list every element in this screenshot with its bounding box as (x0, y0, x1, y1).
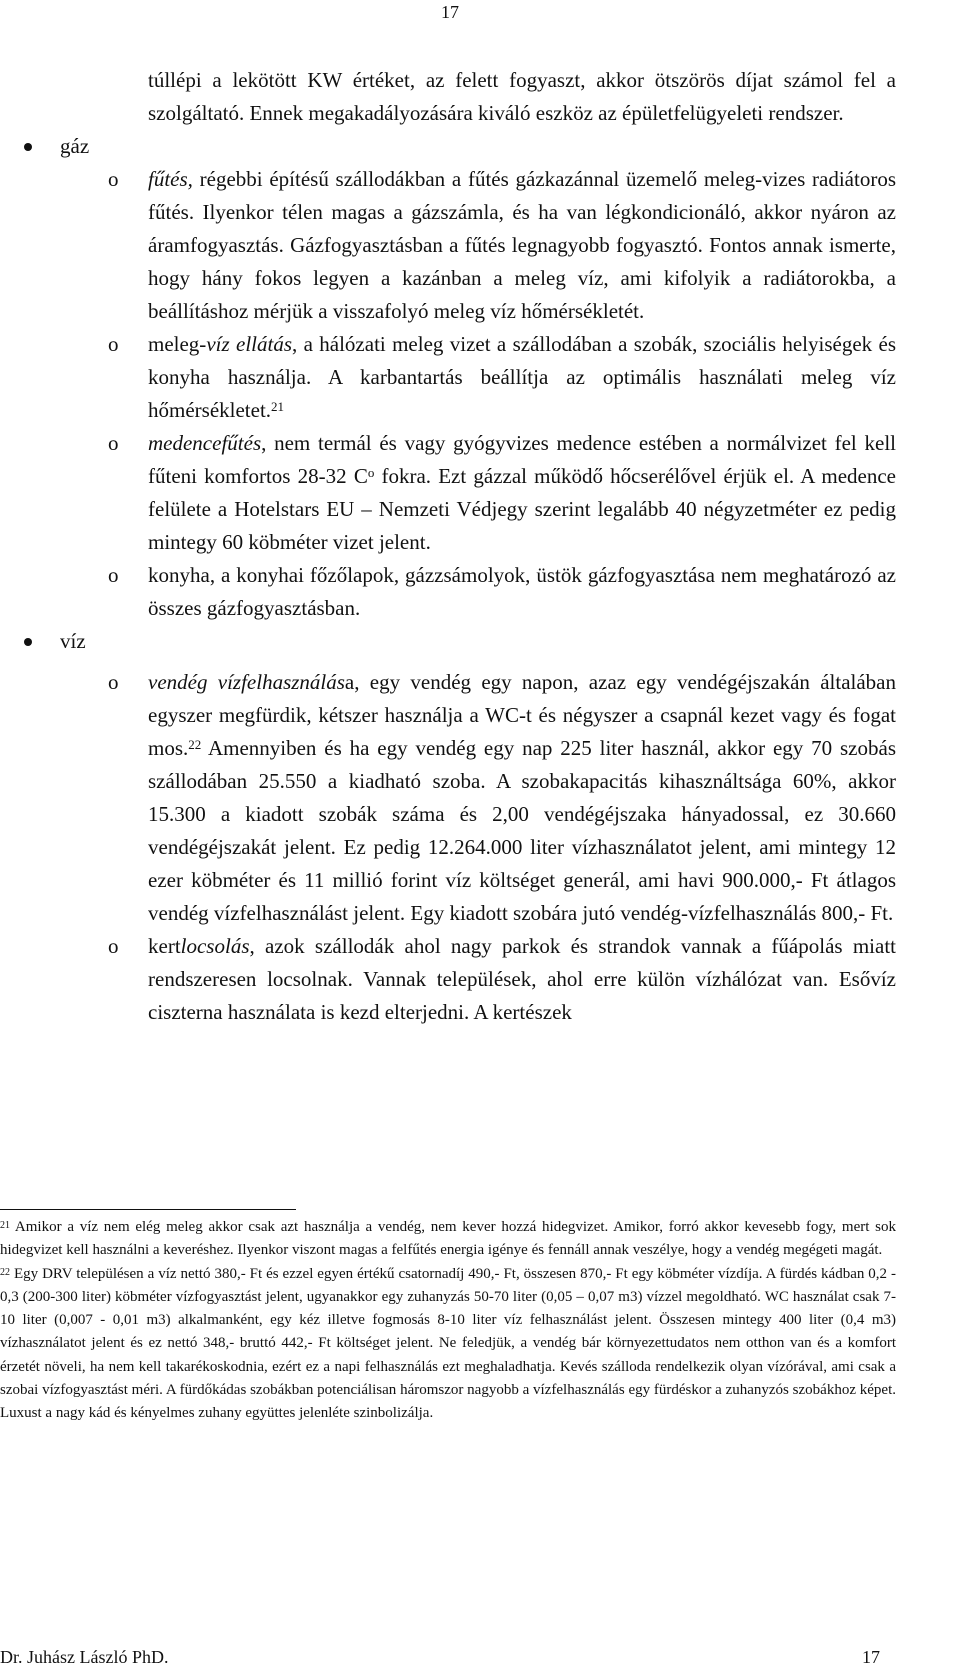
footnote-text: Amikor a víz nem elég meleg akkor csak azt használja a vendég, nem kever hozzá hidegvizet. Amikor, forró akkor kevesebb fogy, mert sok hidegvizet kell használni a keveréshez. Ilyenkor viszont magas a felfűtés energia igénye és fennáll annak veszélye, hogy a vendég megégeti magát. (0, 1219, 896, 1259)
footnote-ref-22[interactable]: 22 (188, 737, 202, 752)
pool-term: medencefűtés (148, 431, 262, 455)
degree-sign: o (367, 465, 375, 480)
bullet-gas (0, 130, 960, 163)
water-item-guest (108, 666, 896, 930)
guest-text-a: a, egy vendég egy napon, azaz egy vendégéjszakán általában egyszer megfürdik, kétszer használja a WC-t és négyszer a csapnál kezet vagy és fogat mos. (148, 670, 896, 760)
intro-paragraph: túllépi a lekötött KW értéket, az felett fogyaszt, akkor ötszörös díjat számol fel a szolgáltató. Ennek megakadályozására kiváló eszköz az épületfelügyeleti rendszer. (148, 68, 896, 125)
hot-water-prefix: meleg- (148, 332, 207, 356)
hot-water-term: víz ellátás (206, 332, 292, 356)
hot-water-text: , a hálózati meleg vizet a szállodában a szobák, szociális helyiségek és konyha használja. A karbantartás beállítja az optimális használati meleg víz hőmérsékletet. (148, 332, 896, 422)
bullet-label-gas: gáz (60, 134, 90, 158)
bullet-label-water: víz (60, 629, 86, 653)
garden-text: , azok szállodák ahol nagy parkok és strandok vannak a fűápolás miatt rendszeresen locsolnak. Vannak települések, ahol erre külön vízhálózat van. Esővíz ciszterna használata is kezd elterjedni. A kertészek (148, 934, 896, 1024)
sub-marker: o (108, 670, 119, 694)
footer-page-number: 17 (862, 1647, 880, 1667)
footnote-number: 22 (0, 1266, 10, 1278)
bullet-dot-icon (24, 143, 32, 151)
page-number-top: 17 (441, 2, 459, 22)
water-item-garden (108, 930, 896, 1029)
footnote-number: 21 (0, 1220, 10, 1231)
garden-term: locsolás (180, 934, 250, 958)
pool-text-b: fokra. Ezt gázzal működő hőcserélővel érjük el. A medence felülete a Hotelstars EU – Nemzeti Védjegy szerint legalább 40 négyzetméter ez pedig mintegy 60 köbméter vizet jelent. (148, 464, 896, 554)
guest-term: vendég vízfelhasználás (148, 670, 345, 694)
gas-item-heating (108, 163, 896, 328)
gas-item-pool (108, 427, 896, 559)
pool-text-a: , nem termál és vagy gyógyvizes medence estében a normálvizet fel kell fűteni komfortos 28-32 C (148, 431, 896, 488)
page-body (0, 64, 960, 1029)
guest-text-b: Amennyiben és ha egy vendég egy nap 225 liter használ, akkor egy 70 szobás szállodában 25.550 a kiadható szoba. A szobakapacitás kihasználtsága 60%, akkor 15.300 a kiadott szobák száma és 2,00 vendégéjszaka hányadossal, ez 30.660 vendégéjszakát jelent. Ez pedig 12.264.000 liter vízhasználatot jelent, ami mintegy 12 ezer köbméter és 11 millió forint víz költséget generál, ami havi 900.000,- Ft átlagos vendég vízfelhasználást jelent. Egy kiadott szobára jutó vendég-vízfelhasználás 800,- Ft. (148, 736, 896, 925)
footnote-21 (0, 1216, 896, 1263)
sub-marker: o (108, 167, 119, 191)
bullet-water (0, 625, 960, 658)
sub-marker: o (108, 563, 119, 587)
sub-marker: o (108, 934, 119, 958)
sub-marker: o (108, 431, 119, 455)
spacer (0, 658, 960, 666)
footnote-separator (0, 1209, 296, 1210)
gas-item-hot-water (108, 328, 896, 427)
footnotes (0, 1216, 896, 1426)
footnote-22 (0, 1263, 896, 1426)
footnote-text: Egy DRV településen a víz nettó 380,- Ft és ezzel egyen értékű csatornadíj 490,- Ft, összesen 870,- Ft egy köbméter vízdíja. A fürdés kádban 0,2 - 0,3 (200-300 liter) köbméter vízfogyasztást jelent, ugyanakkor egy zuhanyzás 50-70 liter (0,05 – 0,07 m3) vízzel megoldható. WC használat csak 7-10 liter (0,007 - 0,01 m3) alkalmanként, egy kéz illetve fogmosás 8-10 liter víz felhasználást jelent. Összesen mintegy 400 liter (0,4 m3) vízhasználatot jelent és ez nettó 348,- bruttó 442,- Ft költséget jelent. Ne feledjük, a vendég bár környezettudatos nem otthon van és a komfort érzetét növeli, ha nem kell takarékoskodnia, ezért ez a napi felhasználás ezt meghaladhatja. Kevés szálloda rendelkezik olyan vízórával, ami csak a szobai vízfogyasztást méri. A fürdőkádas szobákban potenciálisan háromszor nagyobb a vízfelhasználás egy fürdéskor a zuhanyzós szobákhoz képet. Luxust a nagy kád és kényelmes zuhany együttes jelenléte szinbolizálja. (0, 1265, 896, 1422)
heating-text: régebbi építésű szállodákban a fűtés gázkazánnal üzemelő meleg-vizes radiátoros fűtés. Ilyenkor télen magas a gázszámla, és ha van légkondicionáló, akkor nyáron az áramfogyasztás. Gázfogyasztásban a fűtés legnagyobb fogyasztó. Fontos annak ismerte, hogy hány fokos legyen a kazánban a meleg víz, ami kifolyik a radiátorokba, a beállításhoz mérjük a visszafolyó meleg víz hőmérsékletét. (148, 167, 896, 323)
footnote-ref-21[interactable]: 21 (271, 399, 285, 414)
garden-prefix: kert (148, 934, 181, 958)
kitchen-text: konyha, a konyhai főzőlapok, gázzsámolyok, üstök gázfogyasztása nem meghatározó az összes gázfogyasztásban. (148, 563, 896, 620)
footer-author: Dr. Juhász László PhD. (0, 1647, 169, 1667)
heating-term: fűtés, (148, 167, 193, 191)
gas-item-kitchen (108, 559, 896, 625)
sub-marker: o (108, 332, 119, 356)
bullet-dot-icon (24, 638, 32, 646)
